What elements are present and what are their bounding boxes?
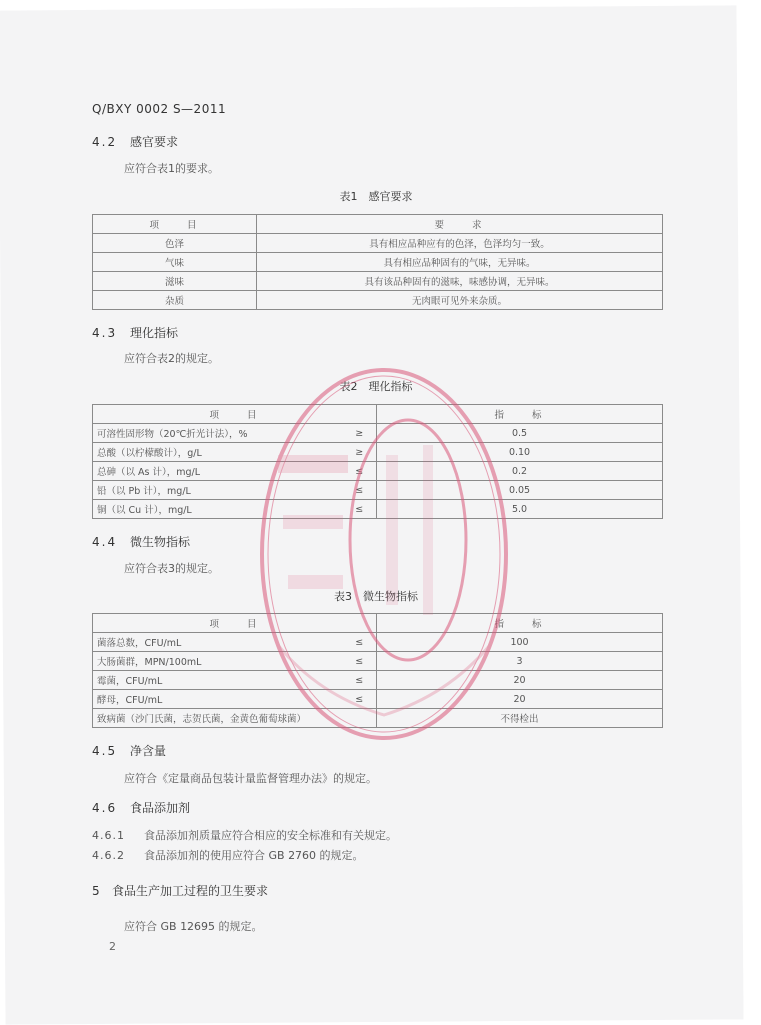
table-2-caption: 表2 理化指标	[339, 380, 413, 393]
cell-item: 铅（以 Pb 计），mg/L	[93, 481, 343, 500]
section-4-6-heading	[92, 799, 190, 816]
section-4-5-heading	[92, 742, 166, 759]
cell-item: 致病菌（沙门氏菌，志贺氏菌，金黄色葡萄球菌）	[93, 709, 377, 728]
cell-item: 杂质	[93, 291, 257, 310]
clause-text: 食品添加剂的使用应符合 GB 2760 的规定。	[144, 849, 364, 862]
cell-requirement: 具有相应品种应有的色泽，色泽均匀一致。	[257, 234, 663, 253]
cell-requirement: 无肉眼可见外来杂质。	[257, 291, 663, 310]
cell-value: 0.2	[377, 462, 663, 481]
section-number: 4.5	[92, 744, 118, 758]
section-4-4-heading	[92, 533, 190, 550]
cell-item: 铜（以 Cu 计），mg/L	[93, 500, 343, 519]
cell-item: 酵母，CFU/mL	[93, 690, 343, 709]
table-row	[93, 633, 663, 652]
cell-value: 5.0	[377, 500, 663, 519]
clause-number: 4.6.1	[92, 829, 125, 842]
cell-value: 0.5	[377, 424, 663, 443]
cell-value: 20	[377, 690, 663, 709]
table-2-physicochemical	[92, 404, 663, 519]
table-row	[93, 253, 663, 272]
section-title: 理化指标	[130, 326, 179, 340]
section-number: 4.6	[92, 801, 118, 815]
section-5-heading	[92, 882, 268, 899]
table-row	[93, 291, 663, 310]
cell-item: 霉菌，CFU/mL	[93, 671, 343, 690]
cell-value: 不得检出	[377, 709, 663, 728]
cell-requirement: 具有相应品种固有的气味，无异味。	[257, 253, 663, 272]
cell-requirement: 具有该品种固有的滋味，味感协调，无异味。	[257, 272, 663, 291]
section-title: 微生物指标	[130, 535, 191, 549]
cell-operator: ≤	[343, 652, 377, 671]
section-number: 5	[92, 884, 100, 898]
section-5-text: 应符合 GB 12695 的规定。	[124, 920, 263, 933]
table-row	[93, 462, 663, 481]
cell-operator: ≤	[343, 671, 377, 690]
cell-value: 20	[377, 671, 663, 690]
clause-4-6-2	[92, 847, 364, 863]
cell-operator: ≥	[343, 443, 377, 462]
cell-item: 可溶性固形物（20℃折光计法），%	[93, 424, 343, 443]
table-row	[93, 690, 663, 709]
table-row	[93, 272, 663, 291]
table-row	[93, 652, 663, 671]
cell-value: 3	[377, 652, 663, 671]
table-header-row	[93, 215, 663, 234]
section-title: 食品添加剂	[130, 801, 191, 815]
clause-text: 食品添加剂质量应符合相应的安全标准和有关规定。	[144, 829, 397, 842]
header-index: 指 标	[377, 614, 663, 633]
table-3-caption: 表3 微生物指标	[334, 590, 418, 603]
section-title: 净含量	[130, 744, 167, 758]
cell-operator: ≤	[343, 690, 377, 709]
cell-operator: ≤	[343, 481, 377, 500]
header-item: 项 目	[93, 215, 257, 234]
cell-value: 0.05	[377, 481, 663, 500]
section-number: 4.2	[92, 135, 118, 149]
cell-item: 菌落总数，CFU/mL	[93, 633, 343, 652]
table-row	[93, 671, 663, 690]
section-title: 感官要求	[130, 135, 179, 149]
header-item: 项 目	[93, 614, 377, 633]
section-4-5-text: 应符合《定量商品包装计量监督管理办法》的规定。	[124, 772, 377, 785]
cell-item: 大肠菌群，MPN/100mL	[93, 652, 343, 671]
header-index: 指 标	[377, 405, 663, 424]
table-3-microbiological	[92, 613, 663, 728]
cell-operator: ≤	[343, 500, 377, 519]
clause-number: 4.6.2	[92, 849, 125, 862]
document-code: Q/BXY 0002 S—2011	[92, 102, 227, 116]
cell-operator: ≥	[343, 424, 377, 443]
section-4-3-text: 应符合表2的规定。	[124, 352, 219, 365]
table-header-row	[93, 614, 663, 633]
cell-value: 100	[377, 633, 663, 652]
section-4-2-heading	[92, 133, 178, 150]
table-row	[93, 500, 663, 519]
table-row	[93, 234, 663, 253]
table-header-row	[93, 405, 663, 424]
header-item: 项 目	[93, 405, 377, 424]
section-title: 食品生产加工过程的卫生要求	[112, 884, 269, 898]
header-requirement: 要 求	[257, 215, 663, 234]
section-4-4-text: 应符合表3的规定。	[124, 562, 219, 575]
cell-operator: ≤	[343, 633, 377, 652]
table-row	[93, 709, 663, 728]
cell-item: 色泽	[93, 234, 257, 253]
cell-item: 气味	[93, 253, 257, 272]
table-row	[93, 443, 663, 462]
table-1-caption: 表1 感官要求	[339, 190, 413, 203]
section-number: 4.3	[92, 326, 118, 340]
section-4-2-text: 应符合表1的要求。	[124, 162, 219, 175]
cell-item: 总砷（以 As 计），mg/L	[93, 462, 343, 481]
clause-4-6-1	[92, 827, 397, 843]
section-4-3-heading	[92, 324, 178, 341]
page-number: 2	[109, 940, 116, 953]
table-1-sensory	[92, 214, 663, 310]
cell-value: 0.10	[377, 443, 663, 462]
table-row	[93, 424, 663, 443]
cell-item: 滋味	[93, 272, 257, 291]
cell-operator: ≤	[343, 462, 377, 481]
cell-item: 总酸（以柠檬酸计），g/L	[93, 443, 343, 462]
table-row	[93, 481, 663, 500]
section-number: 4.4	[92, 535, 118, 549]
